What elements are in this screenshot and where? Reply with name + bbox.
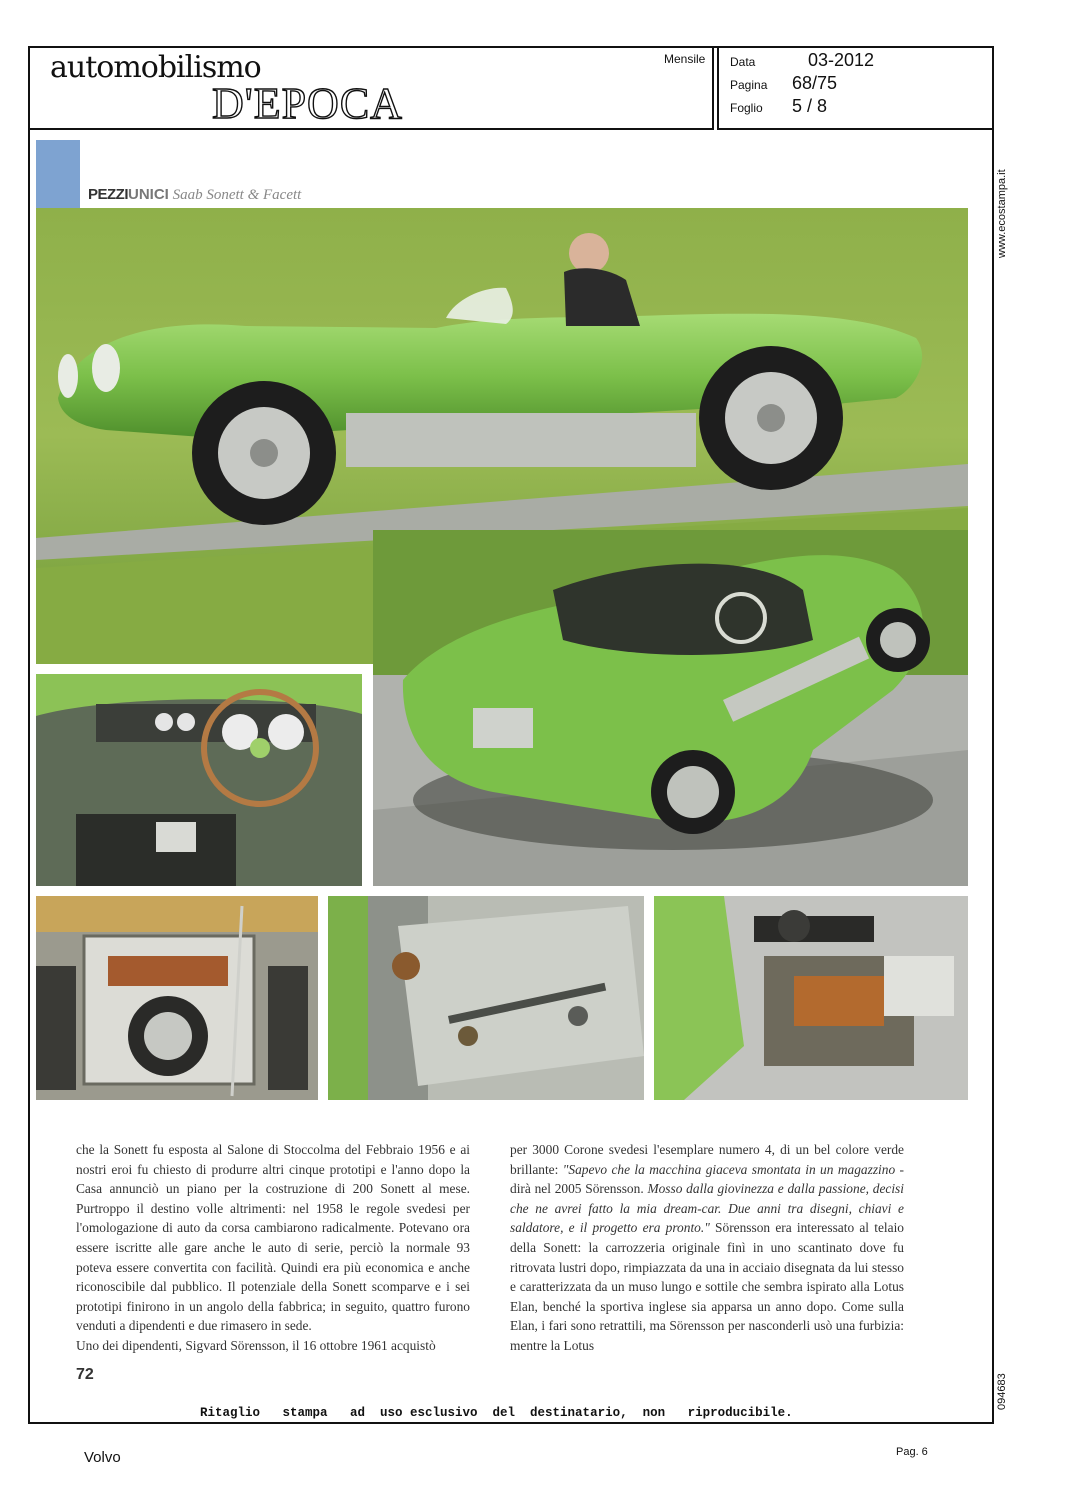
chassis-detail-photo <box>328 896 644 1100</box>
footer-page-indicator: Pag. 6 <box>896 1446 928 1458</box>
section-part1: PEZZI <box>88 186 129 203</box>
pagina-label: Pagina <box>730 78 768 92</box>
data-value: 03-2012 <box>808 50 875 70</box>
footer-left-text: Volvo <box>84 1449 121 1466</box>
side-url: www.ecostampa.it <box>996 169 1008 258</box>
section-color-tab <box>36 140 80 208</box>
article-col2-paragraph: per 3000 Corone svedesi l'esemplare numero 4, di un bel colore verde brillante: "Sapevo che la macchina giaceva smontata in un magazzino -dirà nel 2005 Sörensson. Mosso dalla giovinezza e dalla passione, decisi che ne avrei fatto la mia dream-car. Due anni tra disegni, chiavi e saldatore, e il progetto era pronto." Sörensson era interessato al telaio della Sonett: la carrozzeria originale finì in uno scantinato dove fu ritrovata lustri dopo, rimpiazzata da una in acciaio disegnata da lui stesso e caratterizzata da un muso lungo e sottile che sembra ispirato alla Lotus Elan, benché la sportiva inglese sia apparsa un anno dopo. Come sulla Elan, i fari sono retrattili, ma Sörensson per nasconderli usò una furbizia: mentre la Lotus <box>510 1142 905 1353</box>
section-part2: UNICI <box>128 186 169 203</box>
section-part3: Saab Sonett & Facett <box>172 187 302 203</box>
engine-bay-photo <box>654 896 968 1100</box>
logo-top-text: automobilismo <box>50 50 261 85</box>
article-column-1 <box>76 1140 470 1356</box>
green-roadster-rear-photo <box>373 530 968 886</box>
pagina-value: 68/75 <box>792 73 838 93</box>
data-label: Data <box>730 55 756 69</box>
dashboard-photo <box>36 674 362 886</box>
foglio-value: 5 / 8 <box>792 96 828 116</box>
article-column-2 <box>510 1140 904 1356</box>
article-col1-paragraph-2: Uno dei dipendenti, Sigvard Sörensson, il 16 ottobre 1961 acquistò <box>76 1337 436 1353</box>
side-code: 094683 <box>996 1373 1008 1410</box>
foglio-label: Foglio <box>730 101 763 115</box>
logo-bottom-text: D'EPOCA <box>212 79 403 128</box>
article-col1-paragraph-1: che la Sonett fu esposta al Salone di Stoccolma del Febbraio 1956 e ai nostri eroi fu chiesto di produrre altri cinque prototipi e l'anno dopo la Casa annunciò un piano per la costruzione di 200 Sonett al mese. Purtroppo il destino volle altrimenti: nel 1958 le regole svedesi per l'omologazione di auto da corsa cambiarono radicalmente. Potevano ora essere iscritte alle gare anche le auto di serie, perciò la normale 93 poteva essere convertita con facilità. Quindi era più economica e anche riconoscibile dal pubblico. Il potenziale della Sonett scomparve e i sei prototipi finirono in un angolo della fabbrica; in seguito, quattro furono venduti a dipendenti e due rimasero in sede. <box>76 1142 470 1334</box>
trunk-spare-wheel-photo <box>36 896 318 1100</box>
section-header <box>88 186 301 204</box>
disclaimer-text: Ritaglio stampa ad uso esclusivo del destinatario, non riproducibile. <box>200 1406 793 1420</box>
frequency-label: Mensile <box>664 52 706 66</box>
page-number: 72 <box>76 1366 94 1383</box>
